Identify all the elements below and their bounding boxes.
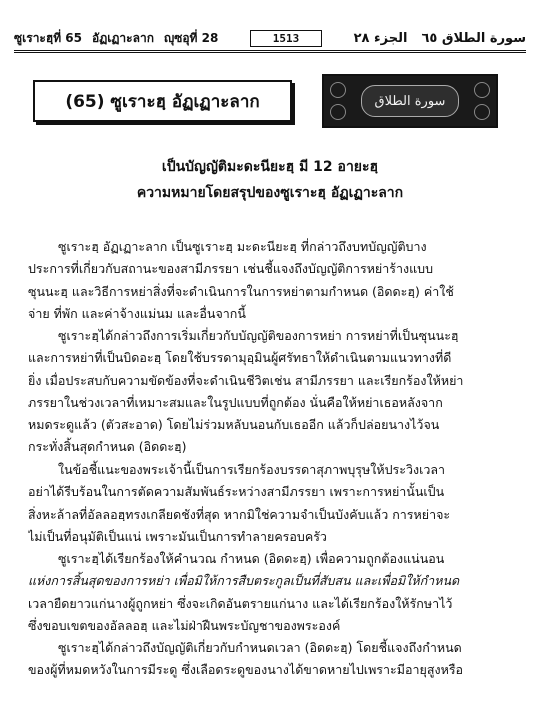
text-line: สิ่งหะล้าลที่อัลลอฮฺทรงเกลียดชังที่สุด หากมิใช่ความจำเป็นบังคับแล้ว การหย่าจะ xyxy=(28,506,451,522)
paragraph-5 xyxy=(28,637,512,682)
ornament-corner-icon xyxy=(474,82,490,98)
text-line: ซูเราะฮฺได้กล่าวถึงบัญญัติเกี่ยวกับกำหนดเวลา (อิดดะฮฺ) โดยชี้แจงถึงกำหนด xyxy=(58,640,462,655)
text-line: ภรรยาในช่วงเวลาที่เหมาะสมและในรูปแบบที่ถูกต้อง นั่นคือให้หย่าเธอหลังจาก xyxy=(28,394,443,410)
header-juz-arabic: الجزء ٢٨ xyxy=(353,30,408,46)
text-line: ซูเราะฮฺได้กล่าวถึงการเริ่มเกี่ยวกับบัญญัติของการหย่า การหย่าที่เป็นซุนนะฮฺ xyxy=(58,328,459,343)
header-surah-number: ซูเราะฮฺที่ 65 xyxy=(14,30,82,45)
text-line: แห่งการสิ้นสุดของการหย่า เพื่อมิให้การสืบตระกูลเป็นที่สับสน และเพื่อมิให้กำหนด xyxy=(28,573,460,589)
surah-ornament-panel xyxy=(322,74,498,128)
text-line: เวลายืดยาวแก่นางผู้ถูกหย่า ซึ่งจะเกิดอันตรายแก่นาง และได้เรียกร้องให้รักษาไว้ xyxy=(28,595,453,611)
text-line: ของผู้ที่หมดหวังในการมีระดู ซึ่งเลือดระดูของนางได้ขาดหายไปเพราะมีอายุสูงหรือ xyxy=(28,662,464,678)
text-line: ซูเราะฮฺได้เรียกร้องให้คำนวณ กำหนด (อิดดะฮฺ) เพื่อความถูกต้องแน่นอน xyxy=(58,551,445,566)
header-surah-arabic: سورة الطلاق ٦٥ xyxy=(421,30,526,46)
heading-revelation: เป็นบัญญัติมะดะนียะฮฺ มี 12 อายะฮฺ xyxy=(161,159,379,175)
header-right xyxy=(354,31,526,46)
text-line: ไม่เป็นที่อนุมัติเป็นแน่ เพราะมันเป็นการทำลายครอบครัว xyxy=(28,528,327,544)
paragraph-4 xyxy=(28,548,512,637)
text-line: จ่าย ที่พัก และค่าจ้างแม่นม และอื่นจากนี้ xyxy=(28,305,246,321)
header-surah-name: อัฏเฏาะลาก xyxy=(92,30,154,45)
heading-summary: ความหมายโดยสรุปของซูเราะฮฺ อัฏเฏาะลาก xyxy=(136,185,404,201)
text-line: ยิ่ง เมื่อประสบกับความขัดข้องที่จะดำเนินชีวิตเช่น สามีภรรยา และเรียกร้องให้หย่า xyxy=(28,372,464,388)
ornament-calligraphy: سورة الطلاق xyxy=(361,85,459,117)
ornament-corner-icon xyxy=(330,82,346,98)
text-line: ประการที่เกี่ยวกับสถานะของสามีภรรยา เช่นชี้แจงถึงบัญญัติการหย่าร้างแบบ xyxy=(28,261,434,277)
ornament-corner-icon xyxy=(474,104,490,120)
text-line: ในข้อชี้แนะของพระเจ้านี้เป็นการเรียกร้องบรรดาสุภาพบุรุษให้ประวิงเวลา xyxy=(58,462,446,477)
paragraph-3 xyxy=(28,459,512,548)
surah-title-box: (65) ซูเราะฮฺ อัฏเฏาะลาก xyxy=(33,80,292,122)
text-line: กระทั่งสิ้นสุดกำหนด (อิดดะฮฺ) xyxy=(28,439,187,455)
page-number: 1513 xyxy=(250,30,323,47)
text-line: ซูเราะฮฺ อัฏเฏาะลาก เป็นซูเราะฮฺ มะดะนียะฮฺ ที่กล่าวถึงบทบัญญัติบาง xyxy=(58,239,427,254)
paragraph-1 xyxy=(28,236,512,325)
header-juz: ญุซอุที่ 28 xyxy=(163,30,219,45)
paragraph-2 xyxy=(28,325,512,459)
text-line: และการหย่าที่เป็นบิดอะฮฺ โดยใช้บรรดามุอฺมินผู้ศรัทธาให้ดำเนินตามแนวทางที่ดี xyxy=(28,350,452,366)
text-line: ซึ่งขอบเขตของอัลลอฮฺ และไม่ฝ่าฝืนพระบัญชาของพระองค์ xyxy=(28,617,341,633)
ornament-corner-icon xyxy=(330,104,346,120)
text-line: อย่าได้รีบร้อนในการตัดความสัมพันธ์ระหว่างสามีภรรยา เพราะการหย่านั้นเป็น xyxy=(28,484,445,500)
header-left xyxy=(14,29,218,48)
page-header xyxy=(14,26,526,53)
text-line: ซุนนะฮฺ และวิธีการหย่าสิ่งที่จะดำเนินการในการหย่าตามกำหนด (อิดดะฮฺ) ค่าใช้ xyxy=(28,283,454,299)
text-line: หมดระดูแล้ว (ตัวสะอาด) โดยไม่ร่วมหลับนอนกับเธออีก แล้วก็ปล่อยนางไว้จน xyxy=(28,417,440,433)
